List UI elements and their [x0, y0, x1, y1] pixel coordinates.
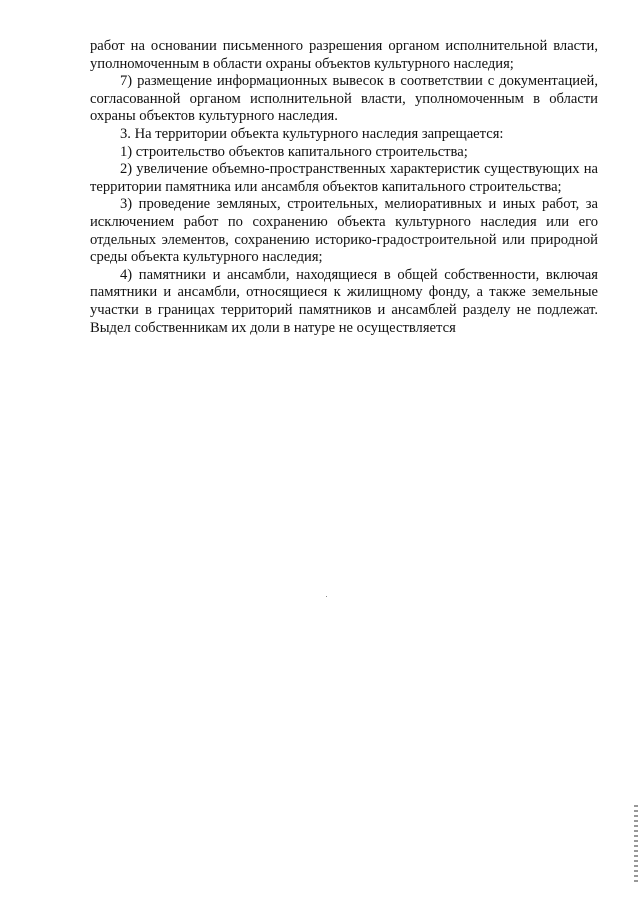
section-3-heading: 3. На территории объекта культурного наследия запрещается: — [120, 125, 504, 142]
paragraph-item-2: 2) увеличение объемно-пространственных характеристик существующих на территории памятника или ансамбля объектов капитального строительства; — [90, 161, 598, 195]
scan-speck — [326, 596, 327, 597]
paragraph-item-3: 3) проведение земляных, строительных, мелиоративных и иных работ, за исключением работ по сохранению объекта культурного наследия или его отдельных элементов, сохранению историко-градостроительной или природной среды объекта культурного наследия; — [90, 196, 598, 266]
paragraph-item-1: 1) строительство объектов капитального строительства; — [120, 143, 468, 160]
paragraph-continuation: работ на основании письменного разрешения органом исполнительной власти, уполномоченным в области охраны объектов культурного наследия; — [90, 38, 598, 72]
scan-edge-artifact — [634, 805, 638, 885]
paragraph-item-7: 7) размещение информационных вывесок в соответствии с документацией, согласованной органом исполнительной власти, уполномоченным в области охраны объектов культурного наследия. — [90, 73, 598, 125]
paragraph-item-4: 4) памятники и ансамбли, находящиеся в общей собственности, включая памятники и ансамбли, относящиеся к жилищному фонду, а также земельные участки в границах территорий памятников и ансамблей разделу не подлежат. Выдел собственникам их доли в натуре не осуществляется — [90, 266, 598, 336]
document-body — [90, 38, 598, 337]
